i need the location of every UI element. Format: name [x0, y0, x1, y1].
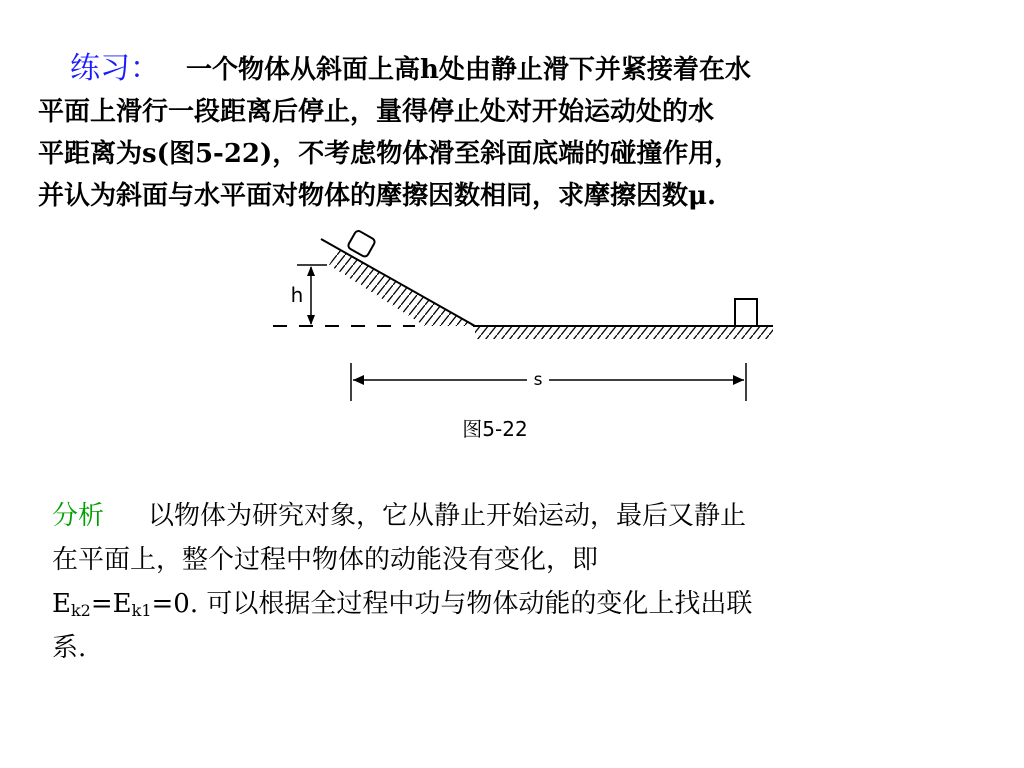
height-arrowhead-up [307, 266, 315, 276]
distance-arrowhead-left [353, 375, 364, 385]
analysis-line-2: 在平面上，整个过程中物体的动能没有变化，即 [52, 545, 599, 575]
energy-equation: $E_{k2}=E_{k1}=0$. 可以根据全过程中功与物体动能的变化上找出联 [52, 589, 753, 620]
analysis-heading: 分析 [52, 501, 105, 531]
incline-figure [265, 225, 785, 445]
incline-hatching [329, 249, 475, 326]
block-on-incline [347, 230, 376, 258]
height-arrowhead-down [307, 315, 315, 325]
analysis-line-1: 以物体为研究对象，它从静止开始运动，最后又静止 [148, 501, 747, 531]
figure-caption: 图5-22 [462, 417, 528, 441]
exercise-line-4: 并认为斜面与水平面对物体的摩擦因数相同，求摩擦因数μ. [38, 181, 717, 211]
exercise-line-3: 平距离为s(图5-22)，不考虑物体滑至斜面底端的碰撞作用， [38, 139, 741, 169]
label-s: s [533, 370, 543, 390]
ground-hatching [475, 327, 773, 339]
exercise-problem [38, 48, 998, 217]
exercise-line-1: 一个物体从斜面上高h处由静止滑下并紧接着在水 [186, 55, 751, 85]
analysis-section [52, 494, 972, 670]
label-h: h [290, 283, 304, 307]
exercise-heading: 练习： [70, 51, 160, 86]
distance-arrowhead-right [733, 375, 744, 385]
exercise-line-2: 平面上滑行一段距离后停止，量得停止处对开始运动处的水 [38, 97, 715, 127]
block-at-rest [735, 299, 757, 326]
analysis-line-4: 系. [52, 633, 87, 663]
